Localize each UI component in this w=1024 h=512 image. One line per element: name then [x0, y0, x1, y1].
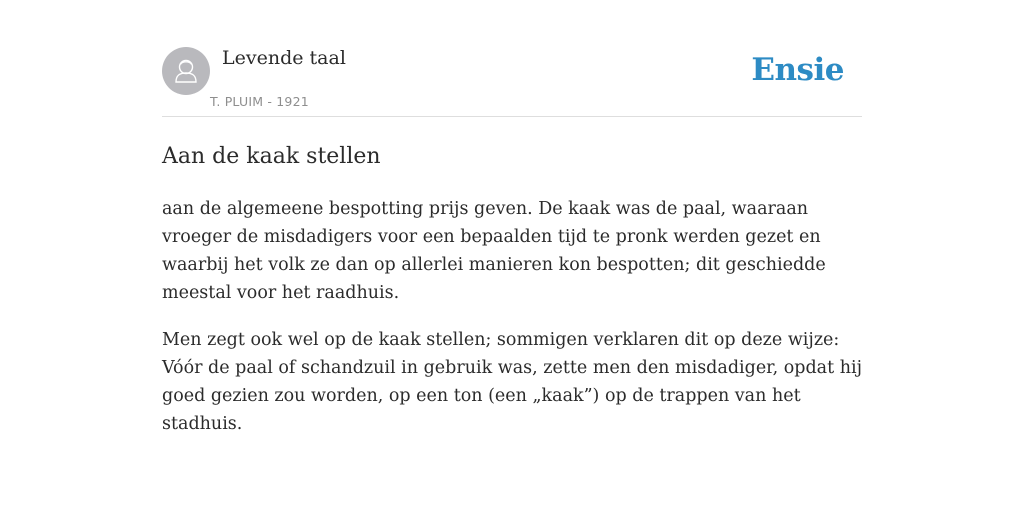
entry-paragraph: aan de algemeene bespotting prijs geven. De kaak was de paal, waaraan vroeger de misdadigers voor een bepaalden tijd te pronk werden gezet en waarbij het volk ze dan op allerlei manieren kon bespotten; dit geschiedde meestal voor het raadhuis.: [162, 199, 826, 303]
entry-title: Aan de kaak stellen: [162, 144, 381, 169]
brand-logo[interactable]: Ensie: [751, 52, 844, 88]
publication-year: 1921: [276, 94, 309, 109]
author-line[interactable]: [210, 94, 309, 109]
author-name[interactable]: T. PLUIM: [210, 94, 264, 109]
source-title[interactable]: Levende taal: [222, 47, 346, 69]
page-container: [162, 0, 862, 438]
entry-paragraph: Men zegt ook wel op de kaak stellen; sommigen verklaren dit op deze wijze: Vóór de paal of schandzuil in gebruik was, zette men den misdadiger, opdat hij goed gezien zou worden, op een ton (een „kaak”) op de trappen van het stadhuis.: [162, 330, 863, 434]
author-separator: -: [263, 94, 277, 109]
entry-header: [162, 0, 862, 117]
user-avatar-icon[interactable]: [162, 47, 210, 95]
